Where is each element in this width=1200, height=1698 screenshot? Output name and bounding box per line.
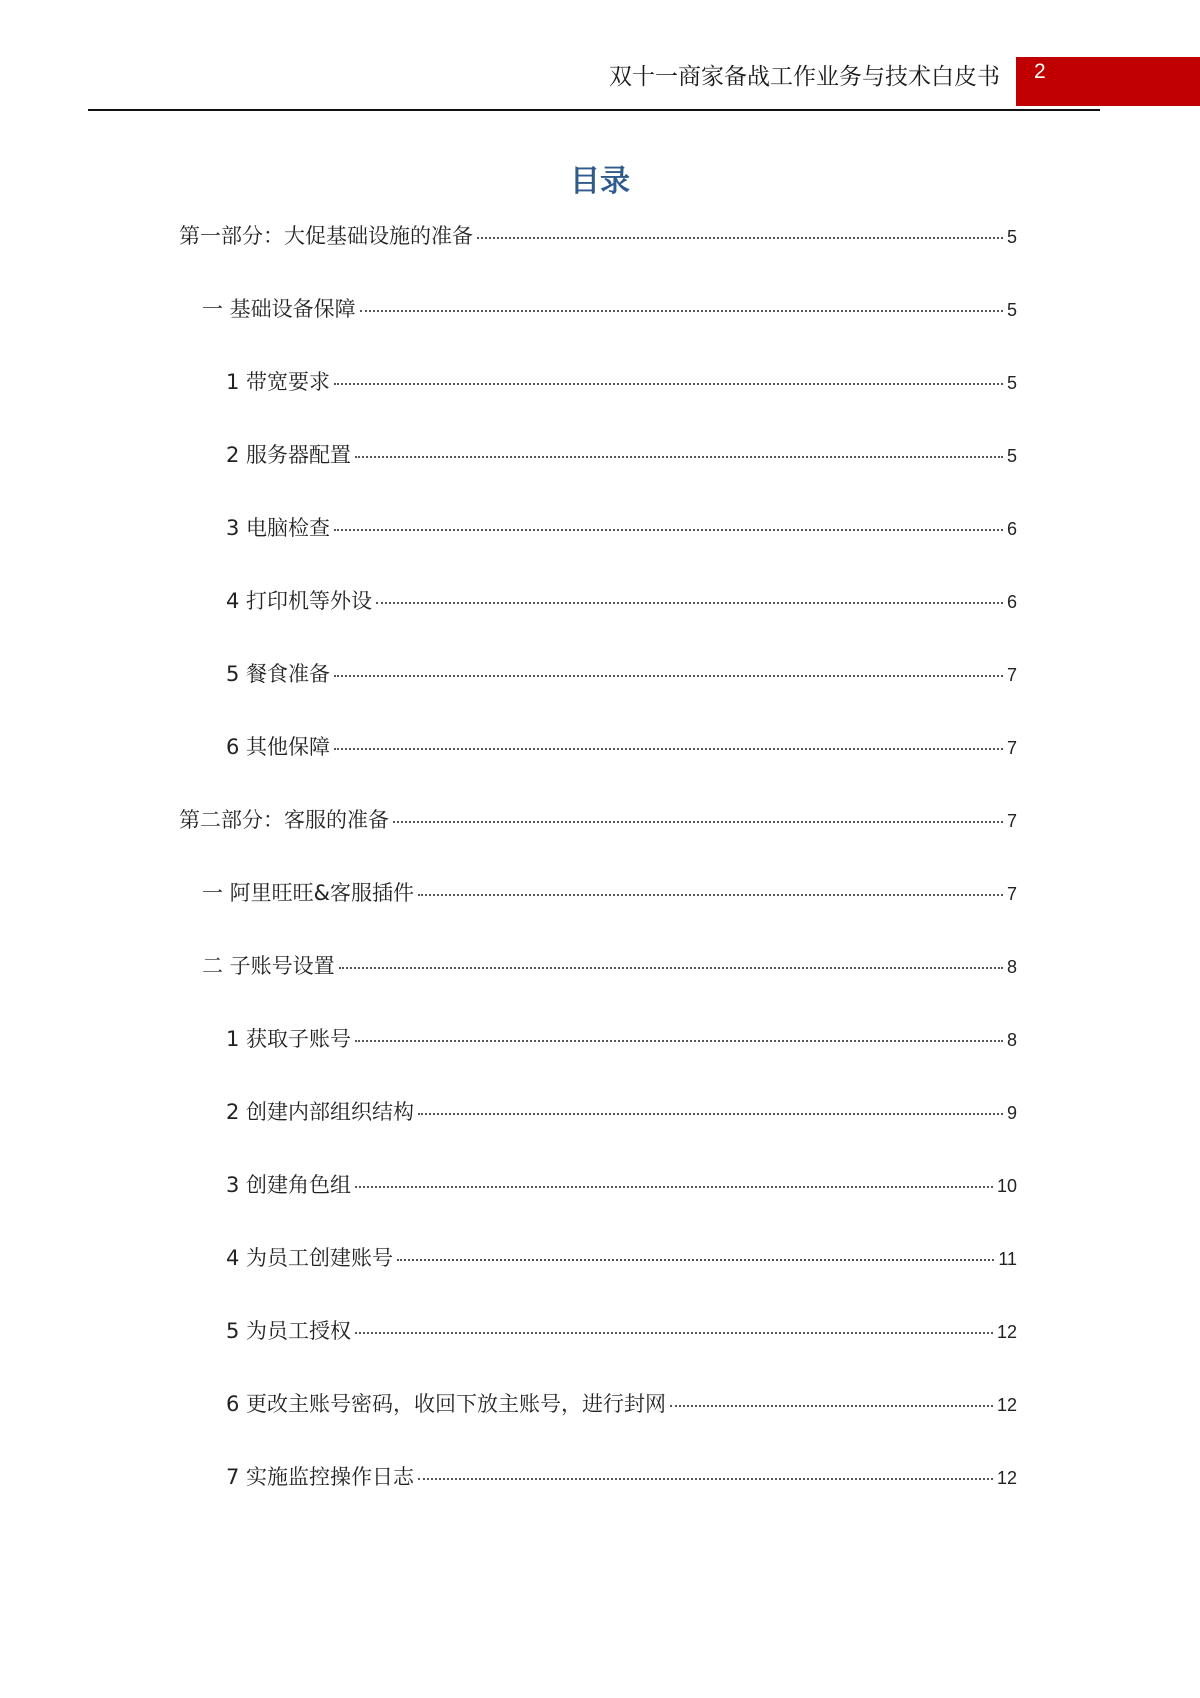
toc-dot-leader (376, 602, 1003, 604)
toc-entry-page: 7 (1006, 665, 1017, 685)
toc-dot-leader (477, 237, 1003, 239)
toc-entry[interactable] (0, 1315, 1017, 1388)
toc-dot-leader (334, 383, 1003, 385)
toc-entry-page: 12 (996, 1395, 1017, 1415)
header-divider (88, 109, 1100, 111)
toc-dot-leader (418, 894, 1003, 896)
toc-dot-leader (397, 1259, 994, 1261)
toc-entry-label: 6 其他保障 (226, 735, 331, 759)
toc-entry-page: 7 (1006, 884, 1017, 904)
toc-entry[interactable] (0, 1023, 1017, 1096)
toc-entry[interactable] (0, 439, 1017, 512)
toc-entry-page: 5 (1006, 446, 1017, 466)
toc-entry-page: 8 (1006, 957, 1017, 977)
toc-entry[interactable] (0, 1096, 1017, 1169)
page-number: 2 (1034, 60, 1046, 83)
toc-entry[interactable] (0, 1461, 1017, 1534)
toc-dot-leader (355, 1186, 993, 1188)
toc-entry-page: 6 (1006, 519, 1017, 539)
toc-entry[interactable] (0, 220, 1017, 293)
header-title: 双十一商家备战工作业务与技术白皮书 (609, 64, 1000, 90)
toc-entry[interactable] (0, 804, 1017, 877)
toc-entry[interactable] (0, 1388, 1017, 1461)
toc-dot-leader (355, 1040, 1003, 1042)
toc-entry-label: 一 基础设备保障 (202, 297, 356, 321)
toc-entry-label: 二 子账号设置 (202, 954, 335, 978)
toc-entry-label: 5 为员工授权 (226, 1319, 352, 1343)
toc-dot-leader (334, 529, 1003, 531)
toc-entry-label: 4 为员工创建账号 (226, 1246, 394, 1270)
toc-heading: 目录 (570, 164, 630, 199)
toc-dot-leader (334, 675, 1003, 677)
toc-entry-label: 2 创建内部组织结构 (226, 1100, 415, 1124)
toc-entry[interactable] (0, 1169, 1017, 1242)
toc-entry[interactable] (0, 366, 1017, 439)
toc-entry-label: 3 创建角色组 (226, 1173, 352, 1197)
toc-entry[interactable] (0, 658, 1017, 731)
toc-dot-leader (418, 1113, 1003, 1115)
toc-dot-leader (418, 1478, 993, 1480)
toc-entry-label: 一 阿里旺旺&客服插件 (202, 881, 415, 905)
toc-entry-page: 7 (1006, 738, 1017, 758)
toc-entry-label: 第一部分：大促基础设施的准备 (179, 224, 473, 248)
toc-dot-leader (360, 310, 1003, 312)
toc-entry[interactable] (0, 512, 1017, 585)
toc-entry-label: 3 电脑检查 (226, 516, 331, 540)
toc-entry[interactable] (0, 1242, 1017, 1315)
toc-entry-page: 12 (996, 1322, 1017, 1342)
toc-dot-leader (334, 748, 1003, 750)
toc-dot-leader (355, 456, 1003, 458)
toc-dot-leader (670, 1405, 993, 1407)
toc-entry-page: 7 (1006, 811, 1017, 831)
toc-dot-leader (339, 967, 1003, 969)
toc-entry[interactable] (0, 877, 1017, 950)
toc-entry[interactable] (0, 731, 1017, 804)
toc-entry[interactable] (0, 293, 1017, 366)
toc-entry-label: 1 获取子账号 (226, 1027, 352, 1051)
toc-entry-label: 6 更改主账号密码，收回下放主账号，进行封网 (226, 1392, 667, 1416)
toc-entry-page: 5 (1006, 227, 1017, 247)
toc-entry-page: 10 (996, 1176, 1017, 1196)
toc-entry-page: 6 (1006, 592, 1017, 612)
toc-entry-label: 7 实施监控操作日志 (226, 1465, 415, 1489)
toc-entry-label: 5 餐食准备 (226, 662, 331, 686)
toc-entry-page: 8 (1006, 1030, 1017, 1050)
page-number-badge (1016, 57, 1200, 106)
toc-entry-page: 5 (1006, 373, 1017, 393)
toc-entry-label: 2 服务器配置 (226, 443, 352, 467)
toc-dot-leader (393, 821, 1003, 823)
toc-entry-label: 1 带宽要求 (226, 370, 331, 394)
toc-dot-leader (355, 1332, 993, 1334)
toc-entry[interactable] (0, 585, 1017, 658)
toc-entry-page: 5 (1006, 300, 1017, 320)
toc-entry-page: 9 (1006, 1103, 1017, 1123)
toc-entry-page: 11 (998, 1249, 1017, 1269)
toc-list (0, 220, 1200, 1534)
toc-entry-page: 12 (996, 1468, 1017, 1488)
toc-entry-label: 4 打印机等外设 (226, 589, 373, 613)
toc-entry-label: 第二部分：客服的准备 (179, 808, 389, 832)
toc-entry[interactable] (0, 950, 1017, 1023)
